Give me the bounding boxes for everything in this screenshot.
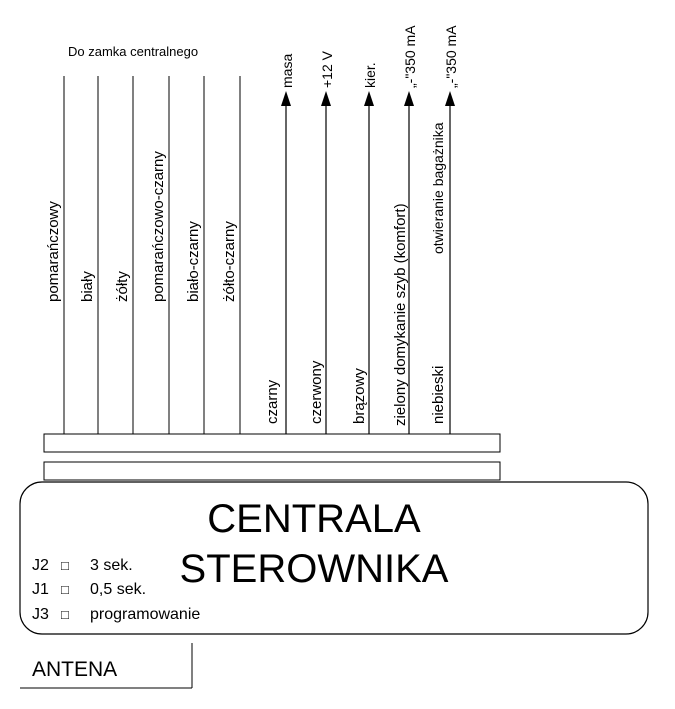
jumper-text-j1: 0,5 sek. [90, 581, 147, 598]
output-wires [264, 25, 459, 434]
connector-block-upper [44, 434, 500, 452]
color-label-brazowy: brązowy [351, 368, 368, 424]
color-label-niebieski: niebieski [430, 365, 447, 424]
jumper-text-j3: programowanie [90, 606, 201, 623]
color-label-czerwony: czerwony [308, 360, 325, 424]
wire-label-zolto-czarny: żółto-czarny [221, 221, 238, 302]
wire-label-pomaranczowy: pomarańczowy [45, 201, 62, 302]
jumper-name-j1: J1 [32, 581, 49, 598]
arrow-head-brazowy [364, 91, 374, 106]
jumper-box-j2: □ [61, 558, 69, 573]
function-label-czarny: masa [279, 53, 295, 88]
function-label-niebieski: otwieranie bagażnika [430, 122, 446, 254]
wire-label-bialo-czarny: biało-czarny [185, 221, 202, 302]
arrow-head-czarny [281, 91, 291, 106]
wire-label-bialy: biały [79, 271, 96, 302]
arrow-head-czerwony [321, 91, 331, 106]
antenna-label: ANTENA [32, 658, 118, 681]
function-label-brazowy: kier. [362, 62, 378, 88]
function-label-zielony: „-"350 mA [402, 25, 418, 88]
color-label-czarny: czarny [264, 379, 281, 424]
jumper-name-j2: J2 [32, 557, 49, 574]
wire-label-zolty: żółty [114, 271, 131, 302]
function-label-czerwony: +12 V [319, 51, 335, 88]
color-label-zielony: zielony domykanie szyb (komfort) [392, 203, 409, 426]
jumper-name-j3: J3 [32, 606, 49, 623]
arrow-head-niebieski [445, 91, 455, 106]
jumper-box-j1: □ [61, 582, 69, 597]
wire-label-pomaranczowo-czarny: pomarańczowo-czarny [150, 151, 167, 302]
connector-block-lower [44, 462, 500, 480]
jumper-text-j2: 3 sek. [90, 557, 133, 574]
jumper-box-j3: □ [61, 607, 69, 622]
central-lock-label: Do zamka centralnego [68, 44, 199, 59]
central-unit-title-line2: STEROWNIKA [179, 547, 449, 591]
central-lock-wires [45, 76, 240, 434]
central-unit-title-line1: CENTRALA [207, 497, 421, 541]
function-extra-niebieski: „-"350 mA [443, 25, 459, 88]
arrow-head-zielony [404, 91, 414, 106]
antenna [20, 643, 192, 688]
